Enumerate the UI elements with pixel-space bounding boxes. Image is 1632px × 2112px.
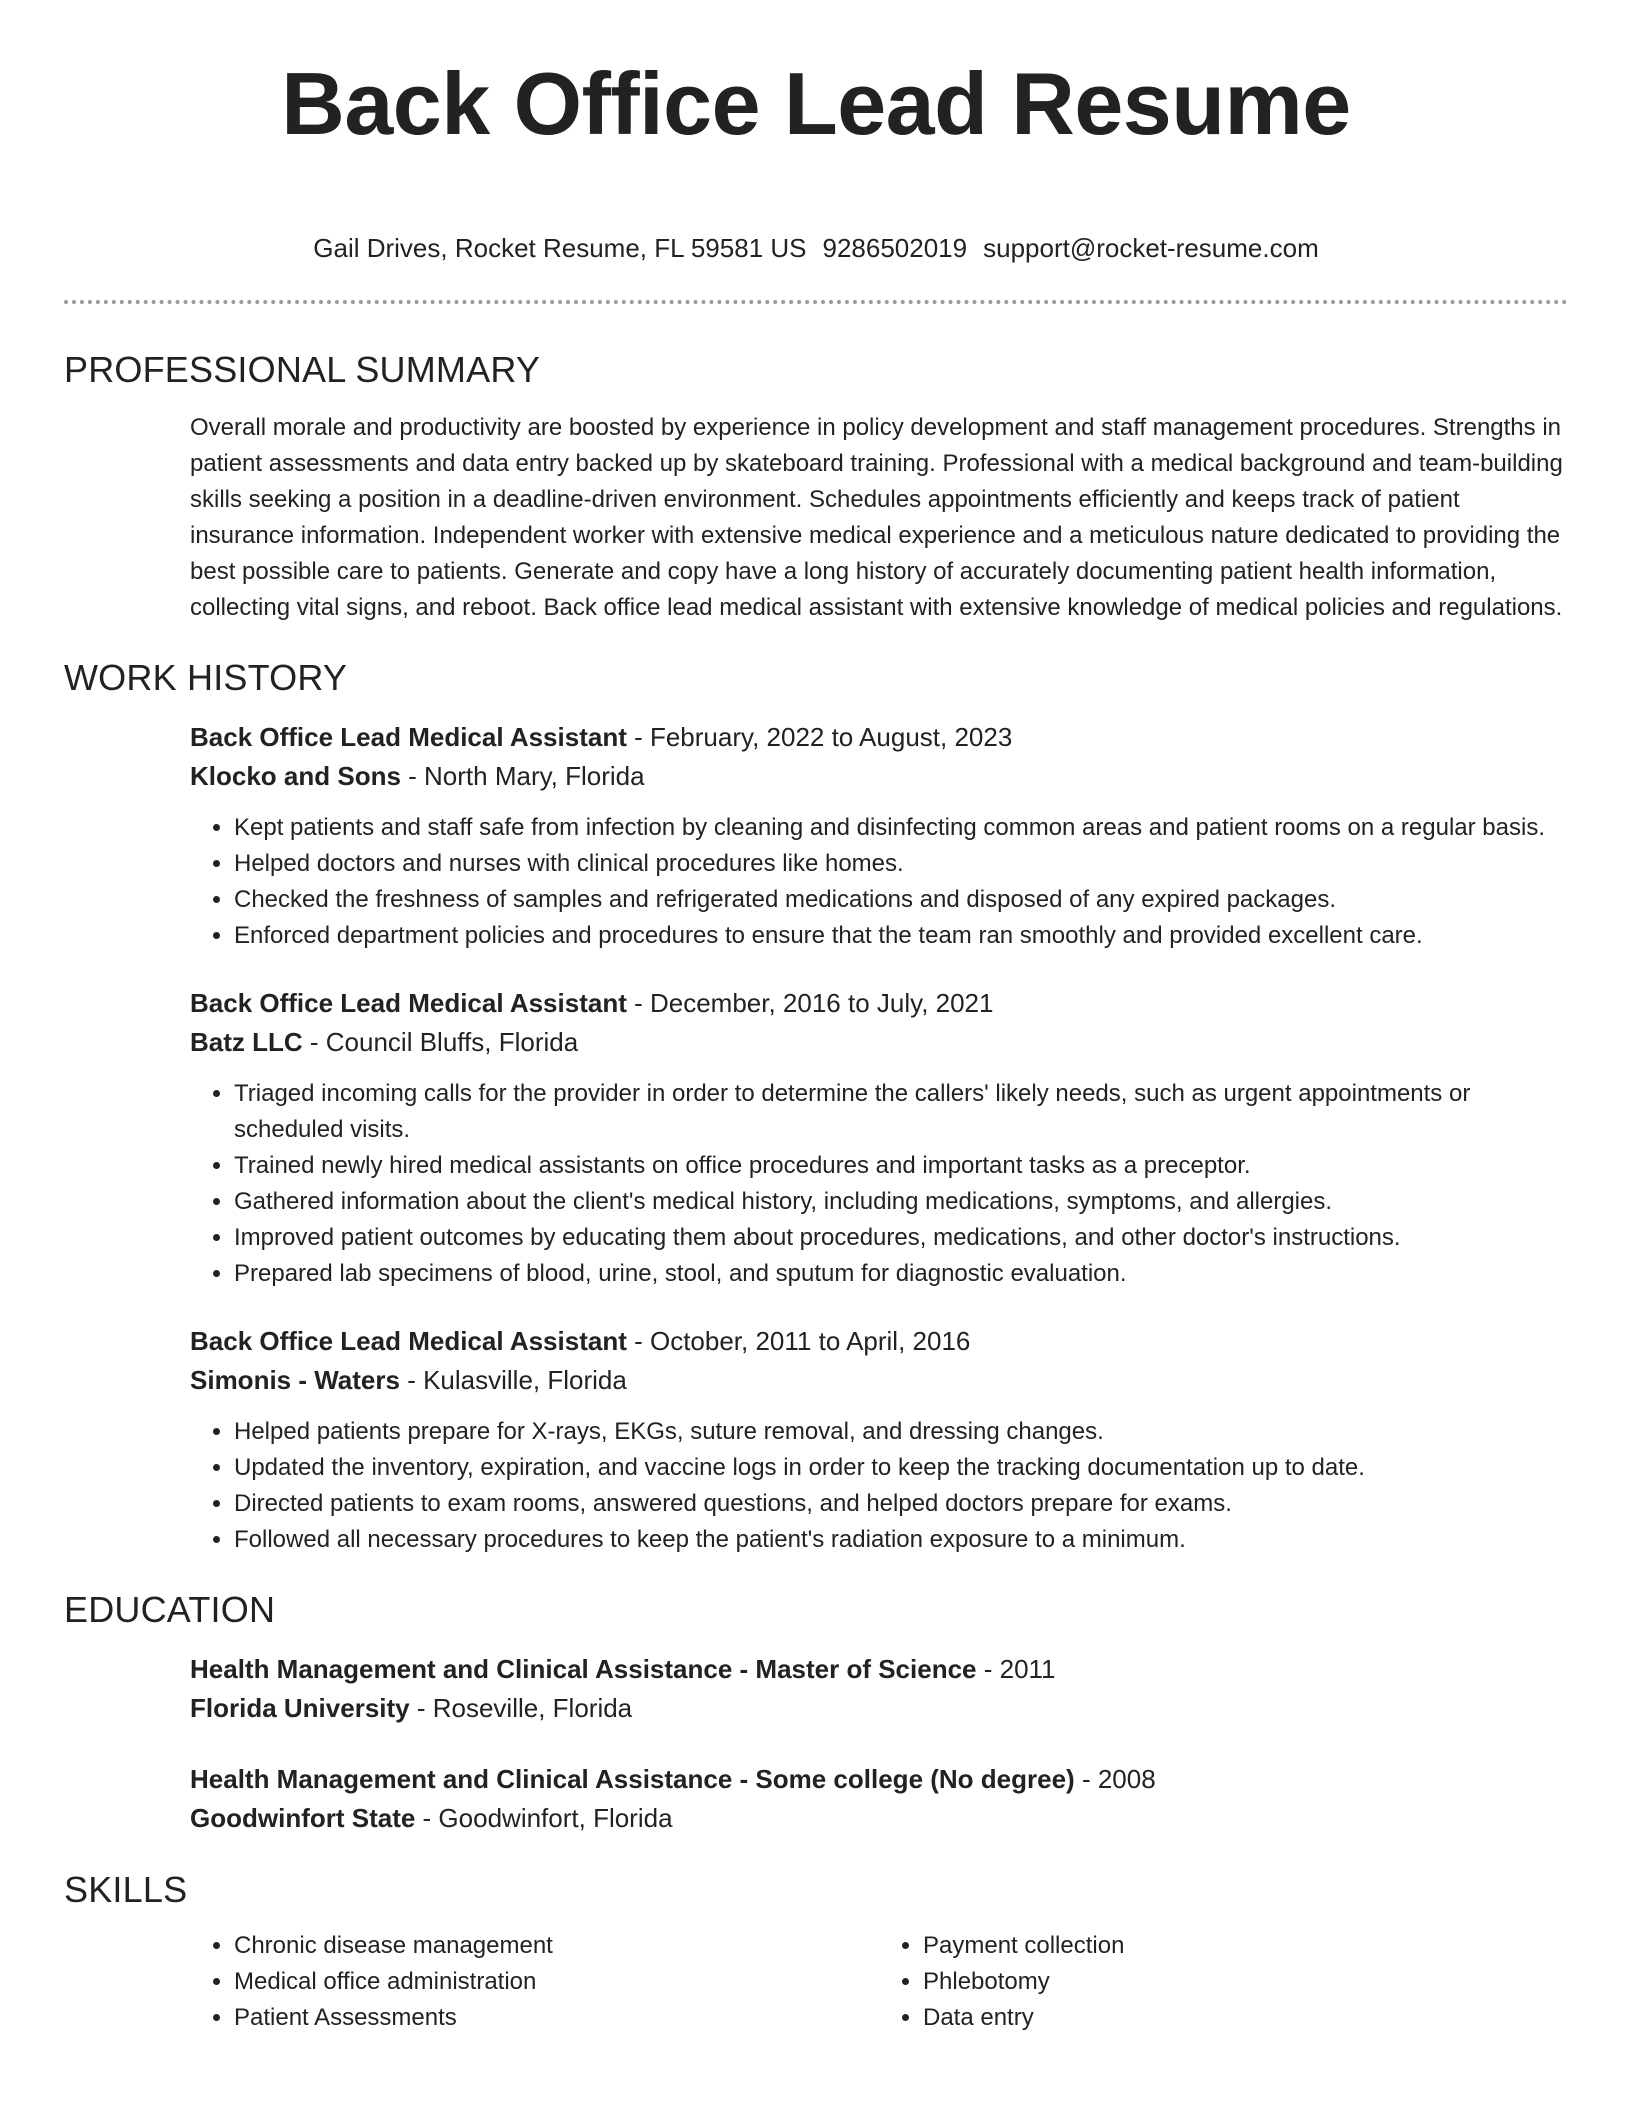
job-title-line [190, 718, 1568, 757]
job-bullet: • Helped patients prepare for X-rays, EKGs, suture removal, and dressing changes. [234, 1414, 1568, 1450]
job-company: Klocko and Sons [190, 761, 401, 791]
job-dates: - February, 2022 to August, 2023 [626, 722, 1013, 752]
resume-title: Back Office Lead Resume [281, 54, 1351, 153]
job-bullets [190, 1076, 1568, 1292]
job-company-line [190, 1023, 1568, 1062]
job-bullet: • Checked the freshness of samples and refrigerated medications and disposed of any expired packages. [234, 882, 1568, 918]
job-bullet: • Improved patient outcomes by educating them about procedures, medications, and other doctor's instructions. [234, 1220, 1568, 1256]
skills-list-right [879, 1928, 1568, 2036]
education-entry [190, 1760, 1568, 1838]
section-heading-skills: SKILLS [64, 1869, 188, 1910]
skill-item: • Medical office administration [234, 1964, 879, 2000]
job-company: Simonis - Waters [190, 1365, 400, 1395]
education-school-line [190, 1689, 1568, 1728]
skill-item: • Payment collection [923, 1928, 1568, 1964]
job-bullet: • Updated the inventory, expiration, and vaccine logs in order to keep the tracking documentation up to date. [234, 1450, 1568, 1486]
job-bullet: • Triaged incoming calls for the provider in order to determine the callers' likely needs, such as urgent appointments or scheduled visits. [234, 1076, 1568, 1148]
education-location: - Roseville, Florida [409, 1693, 633, 1723]
skill-item: • Phlebotomy [923, 1964, 1568, 2000]
job-entry [190, 984, 1568, 1292]
section-heading-summary: PROFESSIONAL SUMMARY [64, 349, 541, 390]
job-location: - Kulasville, Florida [399, 1365, 627, 1395]
education-degree-line [190, 1760, 1568, 1799]
contact-address: Gail Drives, Rocket Resume, FL 59581 US [313, 233, 807, 263]
job-location: - Council Bluffs, Florida [302, 1027, 579, 1057]
job-entry [190, 718, 1568, 954]
education-section [64, 1588, 1568, 1838]
job-title: Back Office Lead Medical Assistant [190, 988, 627, 1018]
summary-section [64, 348, 1568, 626]
job-title: Back Office Lead Medical Assistant [190, 722, 627, 752]
job-dates: - December, 2016 to July, 2021 [626, 988, 994, 1018]
education-degree: Health Management and Clinical Assistance - Master of Science [190, 1654, 977, 1684]
education-entry [190, 1650, 1568, 1728]
skill-item: • Chronic disease management [234, 1928, 879, 1964]
education-school-line [190, 1799, 1568, 1838]
skill-item: • Data entry [923, 2000, 1568, 2036]
section-heading-education: EDUCATION [64, 1589, 276, 1630]
education-degree-line [190, 1650, 1568, 1689]
job-bullet: • Enforced department policies and procedures to ensure that the team ran smoothly and provided excellent care. [234, 918, 1568, 954]
job-bullet: • Prepared lab specimens of blood, urine, stool, and sputum for diagnostic evaluation. [234, 1256, 1568, 1292]
job-bullet: • Followed all necessary procedures to keep the patient's radiation exposure to a minimum. [234, 1522, 1568, 1558]
job-company: Batz LLC [190, 1027, 303, 1057]
job-bullet: • Directed patients to exam rooms, answered questions, and helped doctors prepare for exams. [234, 1486, 1568, 1522]
contact-line [64, 230, 1568, 266]
summary-text: Overall morale and productivity are boosted by experience in policy development and staff management procedures. Strengths in patient assessments and data entry backed up by skateboard training. Professional with a medical background and team-building skills seeking a position in a deadline-driven environment. Schedules appointments efficiently and keeps track of patient insurance information. Independent worker with extensive medical experience and a meticulous nature dedicated to providing the best possible care to patients. Generate and copy have a long history of accurately documenting patient health information, collecting vital signs, and reboot. Back office lead medical assistant with extensive knowledge of medical policies and regulations. [190, 414, 1563, 621]
education-year: - 2011 [976, 1654, 1056, 1684]
job-bullet: • Gathered information about the client's medical history, including medications, symptoms, and allergies. [234, 1184, 1568, 1220]
skill-item: • Patient Assessments [234, 2000, 879, 2036]
education-degree: Health Management and Clinical Assistance - Some college (No degree) [190, 1764, 1075, 1794]
contact-phone: 9286502019 [822, 233, 968, 263]
job-location: - North Mary, Florida [400, 761, 645, 791]
skills-list-left [190, 1928, 879, 2036]
job-company-line [190, 757, 1568, 796]
job-bullet: • Trained newly hired medical assistants on office procedures and important tasks as a preceptor. [234, 1148, 1568, 1184]
job-title-line [190, 984, 1568, 1023]
work-history-section [64, 656, 1568, 1558]
education-location: - Goodwinfort, Florida [415, 1803, 673, 1833]
job-bullets [190, 1414, 1568, 1558]
header-divider [64, 300, 1568, 304]
job-bullet: • Kept patients and staff safe from infection by cleaning and disinfecting common areas and patient rooms on a regular basis. [234, 810, 1568, 846]
education-school: Florida University [190, 1693, 410, 1723]
job-title-line [190, 1322, 1568, 1361]
education-school: Goodwinfort State [190, 1803, 416, 1833]
job-dates: - October, 2011 to April, 2016 [626, 1326, 971, 1356]
skills-columns [190, 1928, 1568, 2036]
job-bullet: • Helped doctors and nurses with clinical procedures like homes. [234, 846, 1568, 882]
job-company-line [190, 1361, 1568, 1400]
contact-email: support@rocket-resume.com [983, 233, 1319, 263]
job-entry [190, 1322, 1568, 1558]
skills-section [64, 1868, 1568, 2036]
job-bullets [190, 810, 1568, 954]
job-title: Back Office Lead Medical Assistant [190, 1326, 627, 1356]
education-year: - 2008 [1074, 1764, 1156, 1794]
section-heading-work: WORK HISTORY [64, 657, 348, 698]
